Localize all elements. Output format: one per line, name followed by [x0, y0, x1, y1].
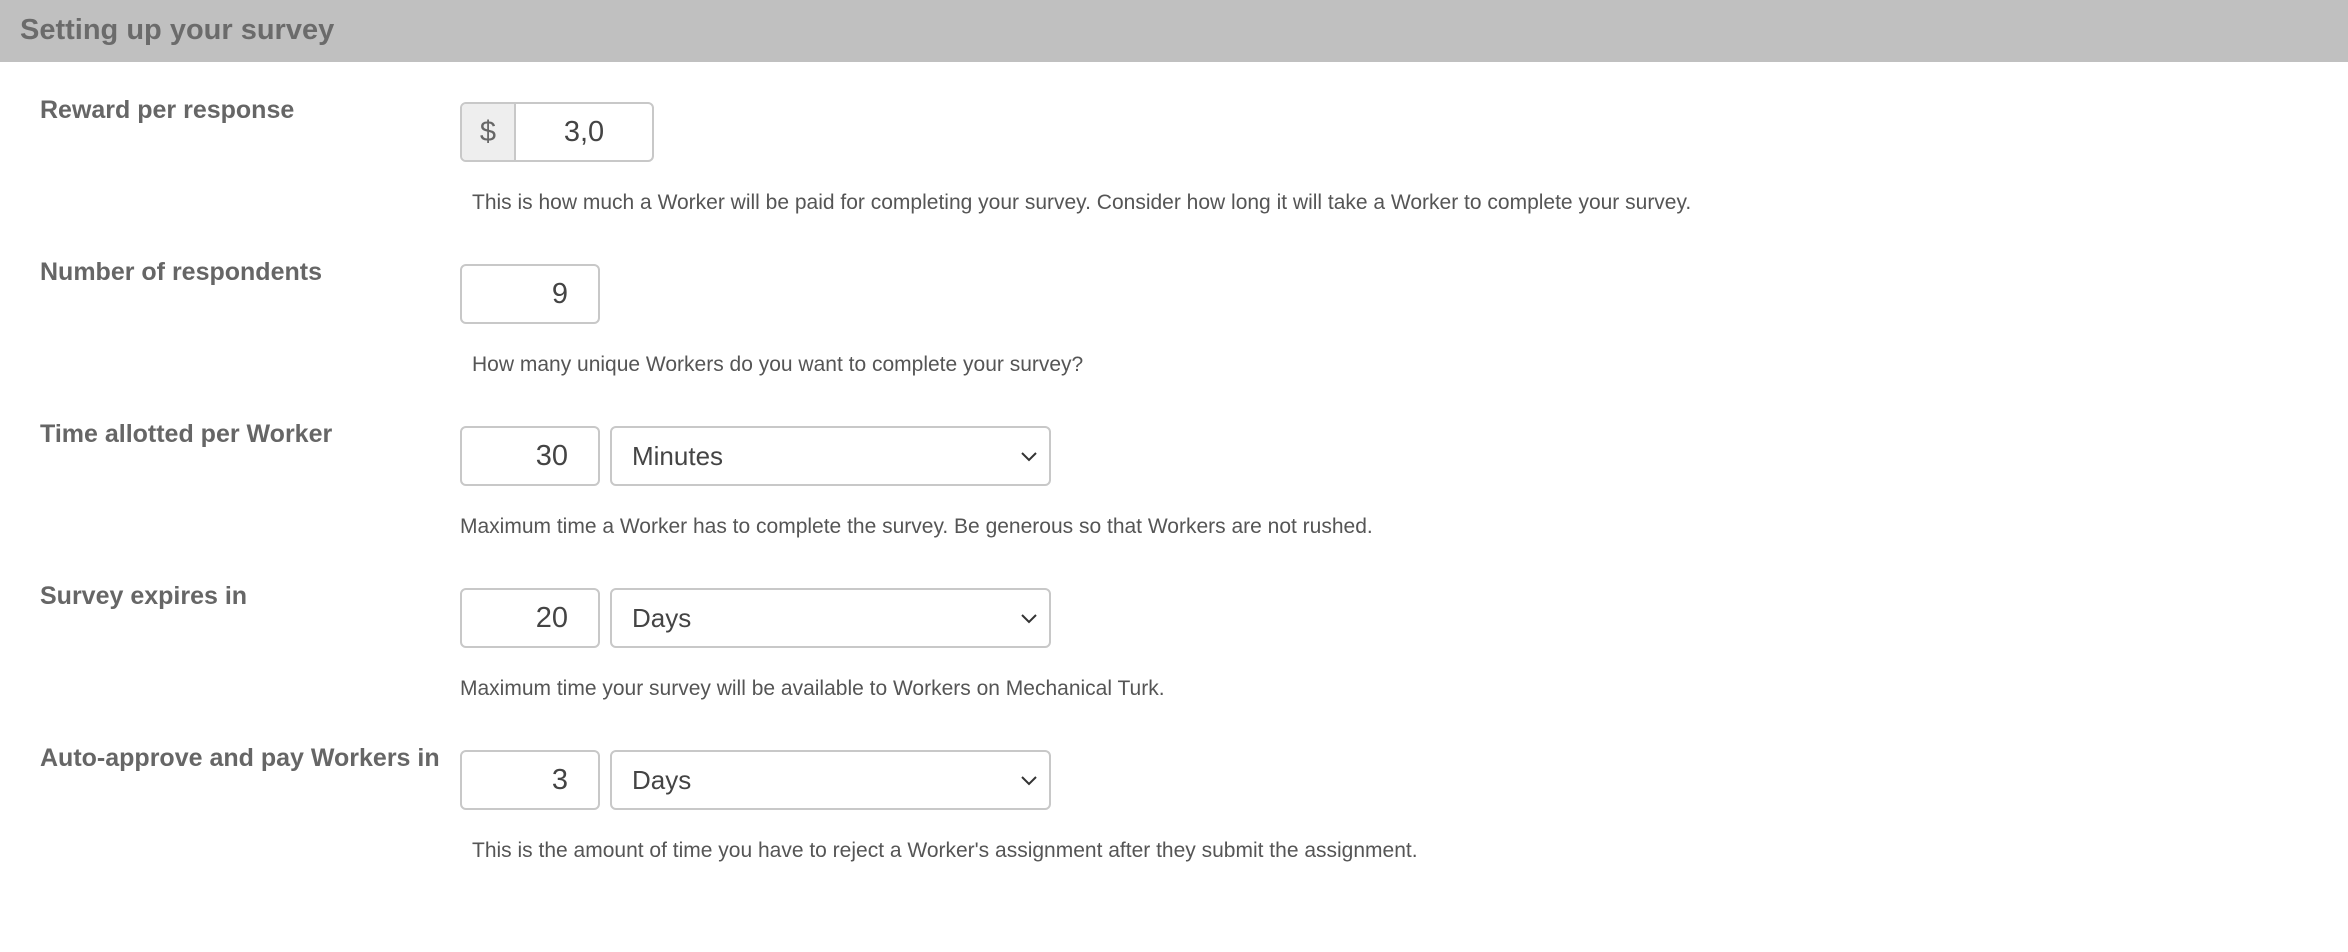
chevron-down-icon	[1019, 608, 1039, 628]
reward-input[interactable]	[516, 104, 652, 160]
auto-approve-help-text: This is the amount of time you have to reject a Worker's assignment after they submit the assignment.	[472, 839, 1418, 862]
reward-label: Reward per response	[40, 96, 295, 124]
respondents-input[interactable]	[462, 266, 598, 322]
currency-symbol: $	[462, 104, 516, 160]
expires-unit-value: Days	[632, 603, 692, 633]
section-header	[0, 0, 2348, 62]
time-allotted-input[interactable]	[462, 428, 598, 484]
chevron-down-icon	[1019, 770, 1039, 790]
expires-help-text: Maximum time your survey will be available to Workers on Mechanical Turk.	[460, 677, 1165, 700]
chevron-down-icon	[1019, 446, 1039, 466]
expires-input[interactable]	[462, 590, 598, 646]
auto-approve-label: Auto-approve and pay Workers in	[40, 744, 440, 772]
time-allotted-unit-select[interactable]	[610, 426, 1051, 486]
respondents-field	[460, 264, 600, 324]
respondents-help-text: How many unique Workers do you want to complete your survey?	[472, 353, 1084, 376]
auto-approve-field	[460, 750, 600, 810]
expires-label: Survey expires in	[40, 582, 248, 610]
reward-input-group	[460, 102, 654, 162]
respondents-label: Number of respondents	[40, 258, 322, 286]
page-title: Setting up your survey	[20, 14, 335, 46]
time-allotted-help-text: Maximum time a Worker has to complete the survey. Be generous so that Workers are not rushed.	[460, 515, 1373, 538]
auto-approve-unit-select[interactable]	[610, 750, 1051, 810]
time-allotted-unit-value: Minutes	[632, 441, 724, 471]
expires-unit-select[interactable]	[610, 588, 1051, 648]
reward-help-text: This is how much a Worker will be paid for completing your survey. Consider how long it will take a Worker to complete your survey.	[472, 191, 1692, 214]
auto-approve-input[interactable]	[462, 752, 598, 808]
time-allotted-label: Time allotted per Worker	[40, 420, 333, 448]
time-allotted-field	[460, 426, 600, 486]
auto-approve-unit-value: Days	[632, 765, 692, 795]
reward-input-wrap	[516, 104, 652, 160]
expires-field	[460, 588, 600, 648]
